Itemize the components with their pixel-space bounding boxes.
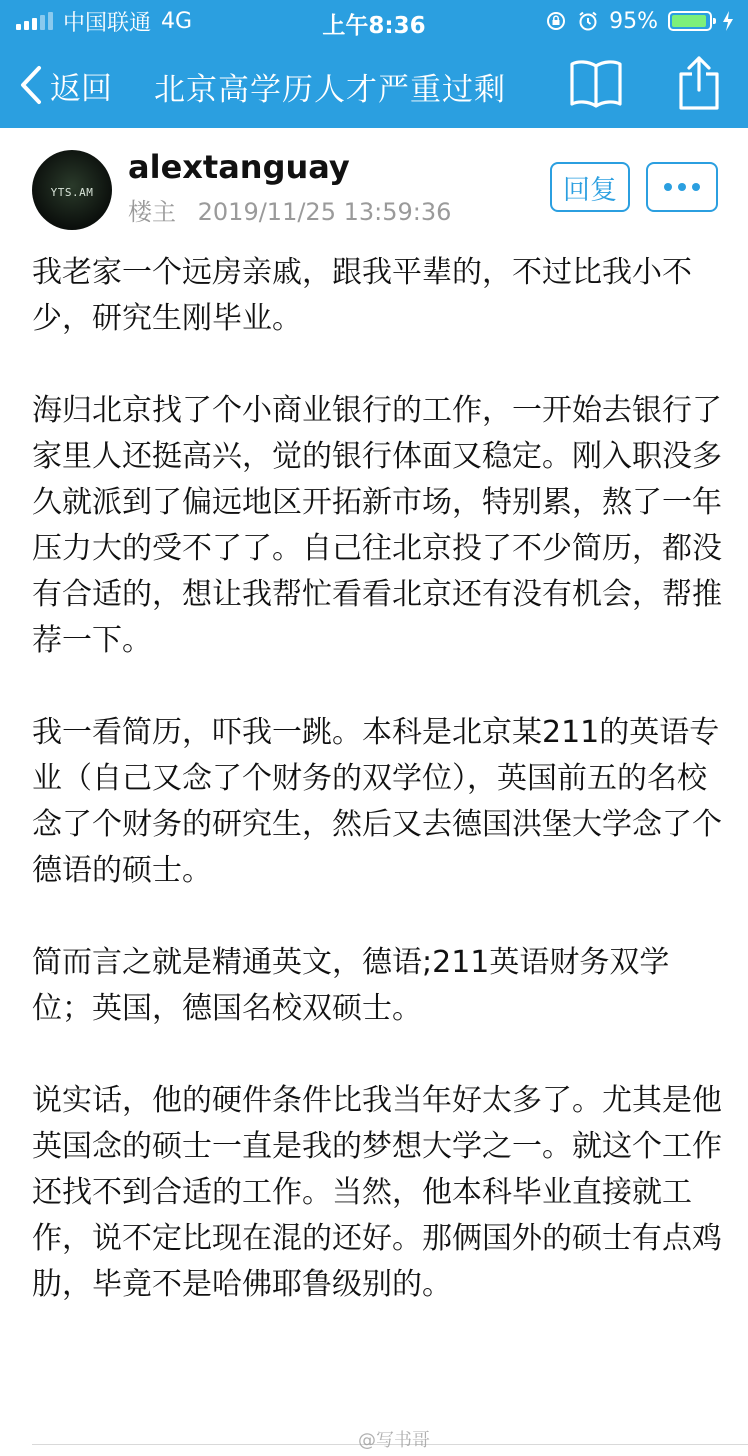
back-button[interactable] xyxy=(18,62,112,108)
status-right xyxy=(545,8,734,34)
battery-percent: 95% xyxy=(609,8,658,34)
post-paragraph: 简而言之就是精通英文，德语;211英语财务双学位；英国，德国名校双硕士。 xyxy=(32,945,670,1026)
alarm-icon xyxy=(577,10,599,32)
page-title: 北京高学历人才严重过剩 xyxy=(154,72,506,108)
more-button[interactable] xyxy=(646,162,718,212)
book-icon[interactable] xyxy=(568,56,624,110)
post-paragraph: 说实话，他的硬件条件比我当年好太多了。尤其是他英国念的硕士一直是我的梦想大学之一。就这个工作还找不到合适的工作。当然，他本科毕业直接就工作，说不定比现在混的还好。那俩国外的硕士有点鸡肋，毕竟不是哈佛耶鲁级别的。 xyxy=(32,1083,722,1302)
post-paragraph: 海归北京找了个小商业银行的工作，一开始去银行了家里人还挺高兴，觉的银行体面又稳定。刚入职没多久就派到了偏远地区开拓新市场，特别累，熬了一年压力大的受不了了。自己往北京投了不少简历，都没有合适的，想让我帮忙看看北京还有没有机会，帮推荐一下。 xyxy=(32,393,722,658)
avatar-logo-text: YTS.AM xyxy=(50,186,94,199)
post-paragraph: 我一看简历，吓我一跳。本科是北京某211的英语专业（自己又念了个财务的双学位），英国前五的名校念了个财务的研究生，然后又去德国洪堡大学念了个德语的硕士。 xyxy=(32,715,722,888)
more-dots-icon xyxy=(664,183,700,191)
battery-icon xyxy=(668,11,712,31)
reply-label: 回复 xyxy=(563,174,617,206)
author-name[interactable]: alextanguay xyxy=(128,148,350,186)
back-label: 返回 xyxy=(50,70,112,107)
rotation-lock-icon xyxy=(545,10,567,32)
avatar[interactable] xyxy=(32,150,112,230)
post-timestamp: 2019/11/25 13:59:36 xyxy=(197,198,452,226)
reply-button[interactable] xyxy=(550,162,630,212)
top-bar xyxy=(0,0,748,128)
status-bar xyxy=(0,0,748,42)
network-label: 4G xyxy=(161,8,193,34)
watermark: @写书哥 xyxy=(358,1430,430,1451)
chevron-left-icon xyxy=(18,64,44,106)
post-meta xyxy=(128,192,451,227)
post-body xyxy=(32,250,722,1354)
status-time: 上午8:36 xyxy=(322,13,426,39)
battery-level xyxy=(672,15,706,27)
nav-bar xyxy=(0,42,748,128)
share-icon[interactable] xyxy=(676,54,722,112)
charging-icon xyxy=(722,10,734,32)
author-role: 楼主 xyxy=(128,198,176,226)
post-paragraph: 我老家一个远房亲戚，跟我平辈的，不过比我小不少，研究生刚毕业。 xyxy=(32,255,692,336)
carrier-label: 中国联通 xyxy=(63,10,152,36)
